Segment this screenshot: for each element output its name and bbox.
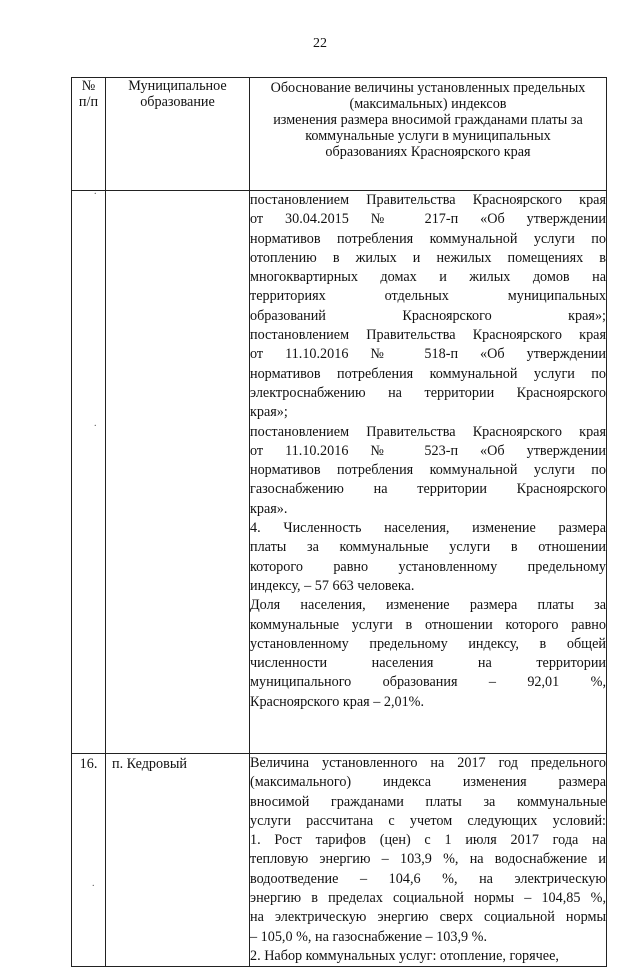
text-line: постановлением Правительства Красноярского края	[250, 327, 606, 344]
text-line: нормативов потребления коммунальной услуги по	[250, 230, 606, 247]
text-line: от 30.04.2015 № 217-п «Об утверждении	[250, 211, 606, 228]
row-municipality-cell: п. Кедровый	[106, 754, 250, 967]
row-justification-cell	[250, 754, 607, 967]
text-line: отоплению в жилых и нежилых помещениях в	[250, 249, 606, 266]
text-line: услуги рассчитана с учетом следующих условий:	[250, 812, 606, 829]
text-line: Красноярского края – 2,01%.	[250, 693, 425, 710]
header-justification-line: (максимальных) индексов	[349, 96, 507, 112]
text-line: электроснабжению на территории Красноярского	[250, 384, 606, 401]
header-number-cell	[72, 78, 106, 191]
text-line: 2. Набор коммунальных услуг: отопление, горячее,	[250, 947, 559, 964]
text-line: от 11.10.2016 № 518-п «Об утверждении	[250, 346, 606, 363]
text-line: газоснабжению на территории Красноярского	[250, 481, 606, 498]
stray-mark: .	[94, 186, 97, 197]
header-justification-cell	[250, 78, 607, 191]
stray-mark: .	[92, 878, 95, 889]
table-row-16	[72, 754, 607, 967]
header-municipality-line: образование	[140, 94, 215, 110]
text-line: муниципального образования – 92,01 %,	[250, 674, 606, 691]
page-number: 22	[313, 36, 327, 51]
row-number-cell	[72, 191, 106, 754]
justification-text	[250, 191, 606, 712]
stray-mark: .	[94, 418, 97, 429]
header-justification-line: изменения размера вносимой гражданами платы за	[273, 112, 583, 128]
text-line: которого равно установленному предельному	[250, 558, 606, 575]
table-row-continuation	[72, 191, 607, 754]
text-line: вносимой гражданами платы за коммунальные	[250, 793, 606, 810]
municipal-index-table	[71, 77, 607, 967]
text-line: тепловую энергию – 103,9 %, на водоснабжение и	[250, 851, 606, 868]
text-line: энергию в пределах социальной нормы – 104,85 %,	[250, 890, 606, 907]
header-justification-line: коммунальные услуги в муниципальных	[305, 128, 551, 144]
text-line: 1. Рост тарифов (цен) с 1 июля 2017 года на	[250, 832, 606, 849]
text-line: численности населения на территории	[250, 655, 606, 672]
text-line: (максимального) индекса изменения размера	[250, 774, 606, 791]
justification-text	[250, 754, 606, 966]
header-justification-line: Обоснование величины установленных предельных	[270, 80, 586, 96]
text-line: Величина установленного на 2017 год предельного	[250, 755, 606, 771]
row-municipality-cell	[106, 191, 250, 754]
header-number-line: п/п	[78, 94, 99, 110]
text-line: постановлением Правительства Красноярского края	[250, 423, 606, 440]
table-header-row	[72, 78, 607, 191]
text-line: коммунальные услуги в отношении которого равно	[250, 616, 606, 633]
text-line: края»;	[250, 404, 288, 421]
text-line: нормативов потребления коммунальной услуги по	[250, 365, 606, 382]
header-number-line: №	[81, 78, 96, 94]
text-line: – 105,0 %, на газоснабжение – 103,9 %.	[250, 928, 488, 945]
text-line: 4. Численность населения, изменение размера	[250, 520, 606, 537]
text-line: водоотведение – 104,6 %, на электрическую	[250, 870, 606, 887]
text-line: Доля населения, изменение размера платы за	[250, 597, 606, 614]
text-line: постановлением Правительства Красноярского края	[250, 192, 606, 208]
header-municipality-line: Муниципальное	[128, 78, 227, 94]
text-line: от 11.10.2016 № 523-п «Об утверждении	[250, 442, 606, 459]
text-line: края».	[250, 500, 288, 517]
text-line: территориях отдельных муниципальных	[250, 288, 606, 305]
text-line: нормативов потребления коммунальной услуги по	[250, 462, 606, 479]
text-line: образований Красноярского края»;	[250, 307, 606, 324]
row-justification-cell	[250, 191, 607, 754]
text-line: многоквартирных домах и жилых домов на	[250, 269, 606, 286]
text-line: платы за коммунальные услуги в отношении	[250, 539, 606, 556]
text-line: на электрическую энергию сверх социальной нормы	[250, 909, 606, 926]
header-municipality-cell	[106, 78, 250, 191]
text-line: индексу, – 57 663 человека.	[250, 577, 415, 594]
row-number-cell: 16.	[72, 754, 106, 967]
text-line: установленному предельному индексу, в общей	[250, 635, 606, 652]
header-justification-line: образованиях Красноярского края	[325, 144, 531, 160]
